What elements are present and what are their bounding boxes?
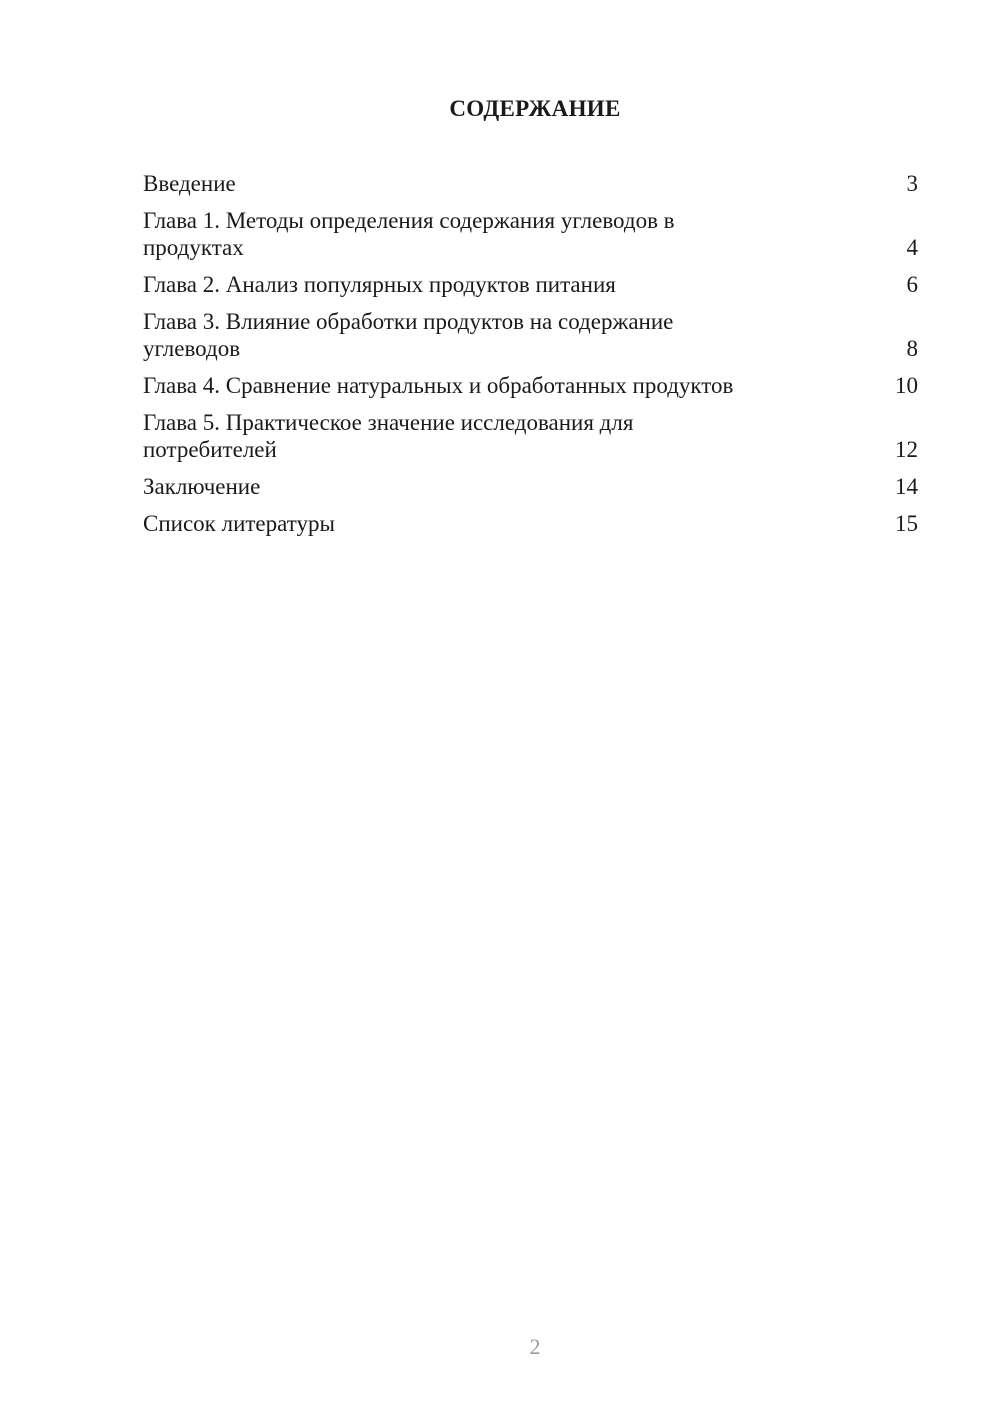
page-title: СОДЕРЖАНИЕ — [449, 96, 621, 121]
toc-entry-chapter-1[interactable] — [143, 207, 918, 261]
toc-entry-title-line2: углеводов — [143, 336, 241, 361]
toc-entry-title — [143, 170, 236, 197]
toc-entry-title — [143, 473, 260, 500]
toc-entry-title-line1: Глава 4. Сравнение натуральных и обработанных продуктов — [143, 373, 734, 398]
toc-entry-page-number: 12 — [895, 437, 918, 462]
toc-entry-title-line2: продуктах — [143, 235, 244, 260]
toc-entry-title — [143, 271, 616, 298]
toc-entry-title-line1: Заключение — [143, 474, 261, 499]
toc-entry-title-line1: Список литературы — [143, 511, 335, 536]
toc-entry-title-line1: Введение — [143, 171, 236, 196]
toc-entry-title-line1: Глава 2. Анализ популярных продуктов питания — [143, 272, 616, 297]
toc-entry-page-number: 14 — [895, 474, 918, 499]
toc-entry-title-line2: потребителей — [143, 437, 277, 462]
toc-entry-page-number: 15 — [895, 511, 918, 536]
page-number: 2 — [529, 1334, 541, 1359]
toc-entry-title — [143, 510, 335, 537]
toc-entry-title-line1: Глава 5. Практическое значение исследования для — [143, 410, 634, 435]
toc-entry-title — [143, 409, 633, 463]
toc-entry-title — [143, 308, 673, 362]
toc-entry-title — [143, 207, 675, 261]
toc-entry-title-line1: Глава 3. Влияние обработки продуктов на содержание — [143, 309, 674, 334]
toc-entry-references[interactable] — [143, 510, 918, 537]
toc-entry-page-number: 3 — [906, 171, 918, 196]
toc-entry-conclusion[interactable] — [143, 473, 918, 500]
toc-entry-page-number: 10 — [895, 373, 918, 398]
toc-entry-title-line1: Глава 1. Методы определения содержания углеводов в — [143, 208, 675, 233]
toc-entry-chapter-2[interactable] — [143, 271, 918, 298]
toc-entry-page-number: 6 — [906, 272, 918, 297]
toc-entry-chapter-5[interactable] — [143, 409, 918, 463]
toc-entry-introduction[interactable] — [143, 170, 918, 197]
toc-entry-chapter-3[interactable] — [143, 308, 918, 362]
table-of-contents — [143, 170, 918, 547]
toc-entry-title — [143, 372, 733, 399]
toc-entry-page-number: 4 — [906, 235, 918, 260]
toc-entry-page-number: 8 — [906, 336, 918, 361]
toc-entry-chapter-4[interactable] — [143, 372, 918, 399]
